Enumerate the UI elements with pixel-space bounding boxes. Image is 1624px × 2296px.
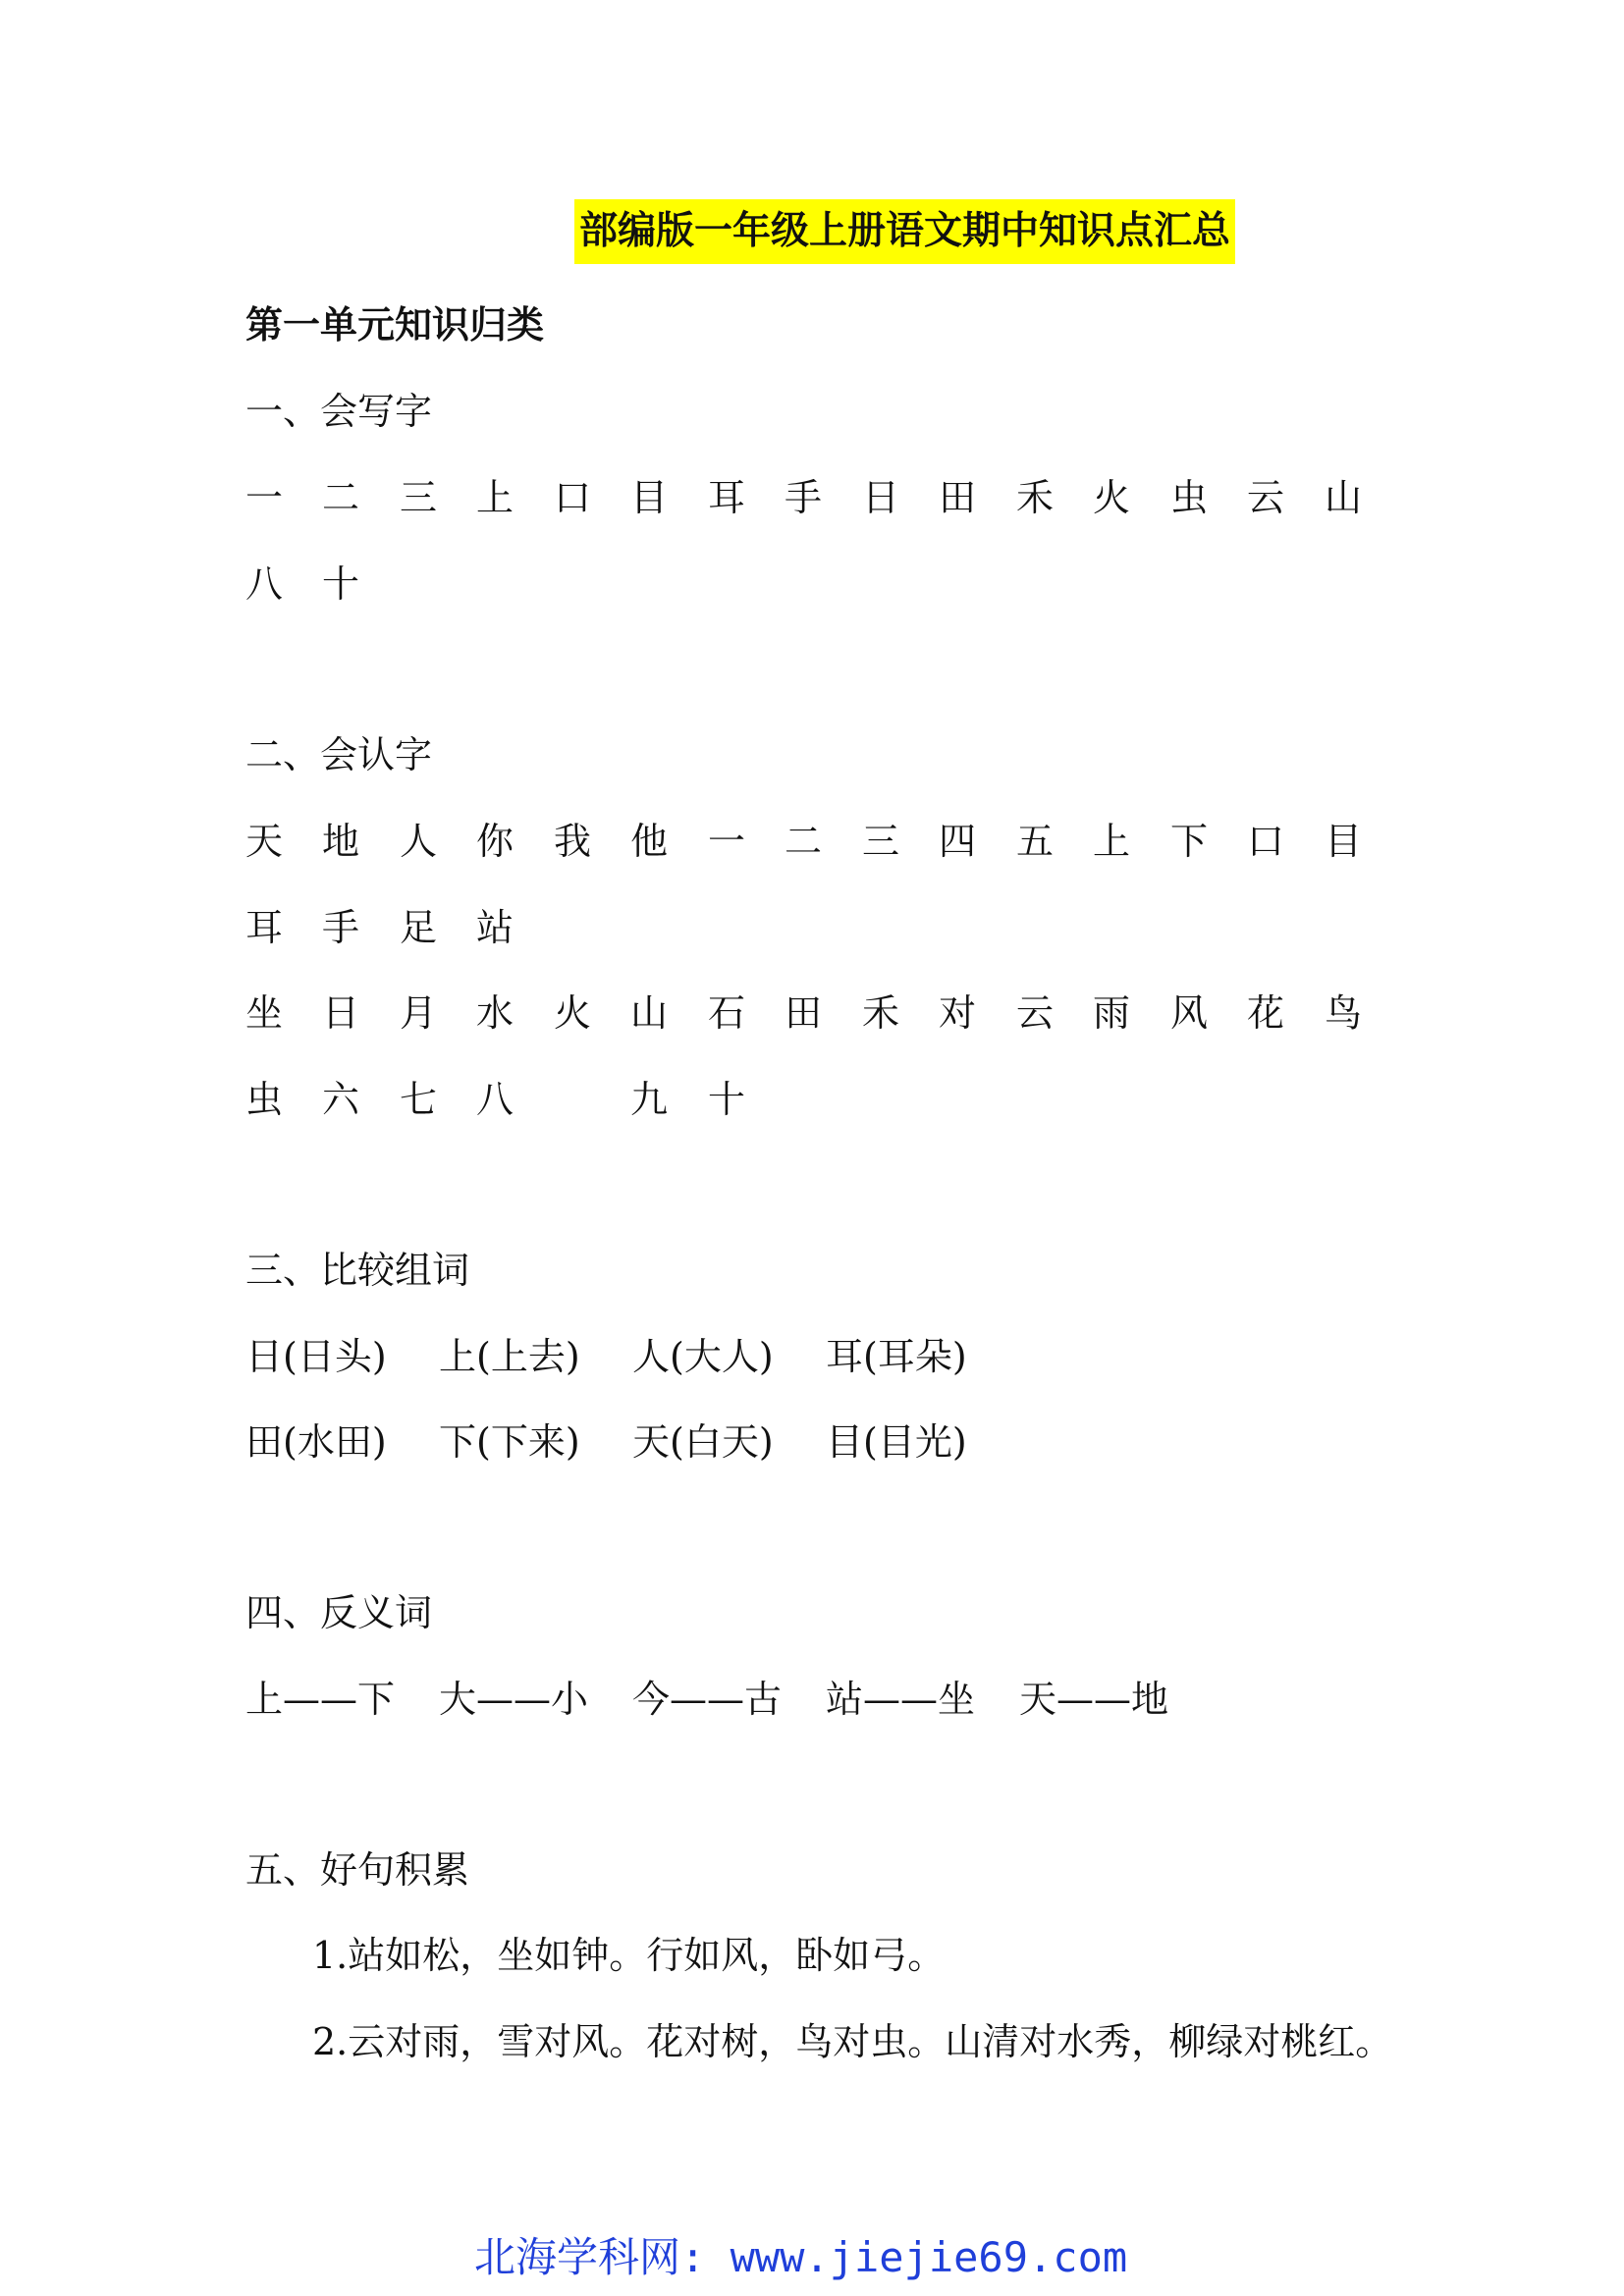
char: 十	[708, 1078, 746, 1121]
char: 十	[322, 562, 360, 606]
char: 禾	[862, 991, 900, 1035]
antonym-pair: 天——地	[1019, 1678, 1169, 1721]
char: 八	[245, 562, 284, 606]
char: 风	[1170, 991, 1209, 1035]
document-title: 部编版一年级上册语文期中知识点汇总	[574, 199, 1235, 264]
section-heading-good-sentences: 五、好句积累	[245, 1848, 470, 1892]
word-pair: 下(下来)	[439, 1420, 580, 1464]
char: 云	[1247, 476, 1285, 519]
word-pair: 目(目光)	[826, 1420, 967, 1464]
char: 对	[939, 991, 977, 1035]
char: 水	[476, 991, 514, 1035]
char: 山	[1325, 476, 1363, 519]
char: 三	[400, 476, 438, 519]
char: 天	[245, 820, 284, 863]
char: 八	[476, 1078, 514, 1121]
char: 火	[554, 991, 592, 1035]
char: 手	[322, 906, 360, 949]
char: 禾	[1016, 476, 1055, 519]
unit-heading: 第一单元知识归类	[245, 303, 545, 347]
char: 田	[785, 991, 823, 1035]
section-heading-compare-words: 三、比较组词	[245, 1249, 470, 1292]
antonym-pair: 今——古	[632, 1678, 783, 1721]
char: 四	[939, 820, 977, 863]
char: 站	[476, 906, 514, 949]
section-heading-antonyms: 四、反义词	[245, 1591, 433, 1634]
section-heading-writing: 一、会写字	[245, 390, 433, 433]
char: 火	[1093, 476, 1131, 519]
char: 鸟	[1325, 991, 1363, 1035]
word-pair: 天(白天)	[632, 1420, 774, 1464]
char: 田	[939, 476, 977, 519]
char: 日	[862, 476, 900, 519]
char: 你	[476, 820, 514, 863]
char: 雨	[1093, 991, 1131, 1035]
char: 上	[1093, 820, 1131, 863]
char: 五	[1016, 820, 1055, 863]
char: 上	[476, 476, 514, 519]
antonym-pair: 大——小	[439, 1678, 589, 1721]
char: 山	[630, 991, 669, 1035]
char: 一	[245, 476, 284, 519]
char: 手	[785, 476, 823, 519]
char: 二	[322, 476, 360, 519]
antonym-pair: 上——下	[245, 1678, 396, 1721]
char: 虫	[245, 1078, 284, 1121]
char: 口	[554, 476, 592, 519]
char: 二	[785, 820, 823, 863]
char: 坐	[245, 991, 284, 1035]
char: 虫	[1170, 476, 1209, 519]
char: 目	[630, 476, 669, 519]
char: 云	[1016, 991, 1055, 1035]
antonym-pair: 站——坐	[826, 1678, 976, 1721]
word-pair: 田(水田)	[245, 1420, 387, 1464]
char: 一	[708, 820, 746, 863]
char: 地	[322, 820, 360, 863]
footer-watermark: 北海学科网: www.jiejie69.com	[474, 2233, 1128, 2281]
char: 日	[322, 991, 360, 1035]
char: 人	[400, 820, 438, 863]
char: 九	[630, 1078, 669, 1121]
word-pair: 上(上去)	[439, 1335, 580, 1378]
char: 石	[708, 991, 746, 1035]
char: 月	[400, 991, 438, 1035]
char: 三	[862, 820, 900, 863]
word-pair: 人(大人)	[632, 1335, 774, 1378]
char: 花	[1247, 991, 1285, 1035]
char: 足	[400, 906, 438, 949]
char: 六	[322, 1078, 360, 1121]
section-heading-reading: 二、会认字	[245, 733, 433, 776]
char: 我	[554, 820, 592, 863]
char: 耳	[708, 476, 746, 519]
sentence-line: 2.云对雨，雪对风。花对树，鸟对虫。山清对水秀，柳绿对桃红。	[312, 2020, 1393, 2063]
char: 七	[400, 1078, 438, 1121]
char: 口	[1247, 820, 1285, 863]
sentence-line: 1.站如松，坐如钟。行如风，卧如弓。	[312, 1934, 946, 1977]
char: 目	[1325, 820, 1363, 863]
char: 下	[1170, 820, 1209, 863]
char: 他	[630, 820, 669, 863]
word-pair: 日(日头)	[245, 1335, 387, 1378]
word-pair: 耳(耳朵)	[826, 1335, 967, 1378]
char: 耳	[245, 906, 284, 949]
